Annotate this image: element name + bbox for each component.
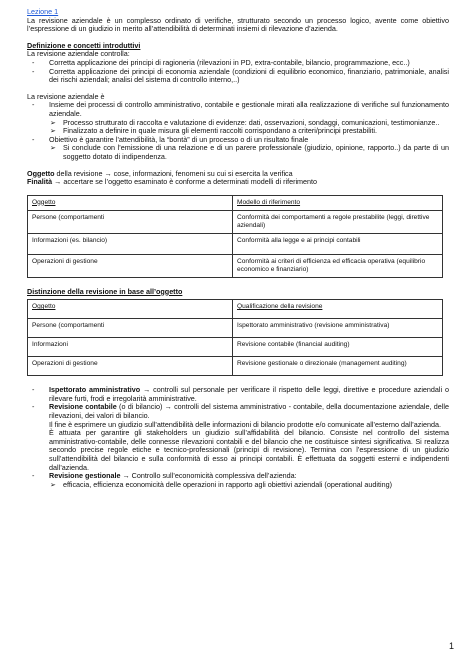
table-header-cell: Modello di riferimento xyxy=(233,195,443,210)
list-item-paragraph: Il fine è esprimere un giudizio sull’attendibilità delle informazioni di bilancio prodotte e/o comunicate all’esterno dall’azienda. xyxy=(49,419,441,429)
table-header-cell: Oggetto xyxy=(28,300,233,319)
sub-list-item: ➢ Processo strutturato di raccolta e valutazione di evidenze: dati, osservazioni, sondaggi, comunicazioni, testimonianze.. xyxy=(49,119,449,128)
reference-model-table xyxy=(27,195,443,278)
oggetto-label: Oggetto xyxy=(27,168,55,178)
sub-list xyxy=(49,144,449,161)
table-cell: Conformità ai criteri di efficienza ed efficacia operativa (equilibrio economico e finanziario) xyxy=(233,254,443,277)
lesson-title: Lezione 1 xyxy=(27,7,59,16)
revision-types-list xyxy=(27,386,449,489)
list-item-label: Ispettorato amministrativo → xyxy=(49,385,151,395)
list-item-label: Revisione contabile xyxy=(49,402,117,412)
list-item-text: controlli sul personale per verificare il rispetto delle leggi, direttive e procedure aziendali o rilevare furti, frodi e irregolarità amministrative. xyxy=(49,385,449,403)
sub-list-item: ➢ efficacia, efficienza economicità delle operazioni in rapporto agli obiettivi aziendali (operational auditing) xyxy=(49,481,449,490)
controls-intro: La revisione aziendale controlla: xyxy=(27,49,130,59)
list-item-text: (o di bilancio) → controlli del sistema amministrativo - contabile, della documentazione aziendale, delle rilevazioni, dei valori di bilancio. xyxy=(49,402,449,421)
table-row xyxy=(28,210,443,233)
table-header-row xyxy=(28,300,443,319)
table-cell: Revisione gestionale o direzionale (management auditing) xyxy=(233,357,443,376)
oggetto-text: della revisione → cose, informazioni, fenomeni su cui si esercita la verifica xyxy=(54,168,293,178)
table-row xyxy=(28,319,443,338)
table-header-cell: Oggetto xyxy=(28,195,233,210)
document-page xyxy=(27,8,449,489)
list-item xyxy=(27,386,449,403)
table-row xyxy=(28,357,443,376)
table-row xyxy=(28,254,443,277)
list-item: - Corretta applicazione dei principi di economia aziendale (condizioni di equilibrio economico, finanziario, patrimoniale, analisi dei rischi aziendali; analisi del sistema di controllo interno,..) xyxy=(27,68,449,85)
table-cell: Persone (comportamenti xyxy=(28,319,233,338)
section-heading-distinzione: Distinzione della revisione in base all’oggetto xyxy=(27,286,183,296)
is-intro: La revisione aziendale è xyxy=(27,91,105,101)
table-header-row xyxy=(28,195,443,210)
list-item: - Corretta applicazione dei principi di ragioneria (rilevazioni in PD, extra-contabile, bilancio, programmazione, ecc..) xyxy=(27,59,449,68)
sub-list-item: ➢ Finalizzato a definire in quale misura gli elementi raccolti corrispondano a criteri/principi prestabiliti. xyxy=(49,127,449,136)
table-cell: Ispettorato amministrativo (revisione amministrativa) xyxy=(233,319,443,338)
finalita-text: → accertare se l’oggetto esaminato è conforme a determinati modelli di riferimento xyxy=(52,177,318,187)
sub-list xyxy=(49,119,449,136)
finalita-label: Finalità xyxy=(27,177,53,187)
section-heading-definizione: Definizione e concetti introduttivi xyxy=(27,40,141,50)
list-item-text: Obiettivo è garantire l’attendibilità, la “bontà” di un processo o di un risultato finale xyxy=(49,134,309,144)
table-cell: Conformità alla legge e ai principi contabili xyxy=(233,233,443,254)
finalita-line xyxy=(27,178,449,187)
table-cell: Operazioni di gestione xyxy=(28,254,233,277)
page-number: 1 xyxy=(448,641,454,651)
table-cell: Informazioni xyxy=(28,338,233,357)
list-item xyxy=(27,101,449,135)
list-item-text: → Controllo sull’economicità complessiva dell’azienda: xyxy=(120,471,297,481)
list-item-paragraph: È attuata per garantire gli stakeholders un giudizio sull’affidabilità del bilancio. Consiste nel controllo del sistema amministrativo-contabile, delle connesse rilevazioni contabili e del bilancio che ne costituisce sintesi significativa. Si realizza secondo precise regole etiche e tecnico-professionali (principi di revisione). Termina con l’espressione di un giudizio sull’attendibilità del bilancio e sulla conformità di esso ai principi contabili. È effettuata da soggetti esterni e indipendenti dall’azienda. xyxy=(49,428,449,472)
table-row xyxy=(28,233,443,254)
list-item xyxy=(27,472,449,489)
revision-type-table xyxy=(27,299,443,376)
controls-list xyxy=(27,59,449,85)
table-cell: Operazioni di gestione xyxy=(28,357,233,376)
list-item xyxy=(27,403,449,472)
table-cell: Revisione contabile (financial auditing) xyxy=(233,338,443,357)
table-cell: Informazioni (es. bilancio) xyxy=(28,233,233,254)
list-item-label: Revisione gestionale xyxy=(49,471,121,481)
table-row xyxy=(28,338,443,357)
sub-list-item: ➢ Si conclude con l’emissione di una relazione e di un parere professionale (giudizio, opinione, rapporto..) da parte di un soggetto dotato di indipendenza. xyxy=(49,144,449,161)
list-item xyxy=(27,136,449,162)
sub-list xyxy=(49,481,449,490)
intro-paragraph: La revisione aziendale è un complesso ordinato di verifiche, strutturato secondo un processo logico, avente come obiettivo l’espressione di un giudizio in merito all’attendibilità di determinati insiemi di rilevazione d’azienda. xyxy=(27,15,449,34)
is-list xyxy=(27,101,449,161)
table-cell: Conformità dei comportamenti a regole prestabilite (leggi, direttive aziendali) xyxy=(233,210,443,233)
table-cell: Persone (comportamenti xyxy=(28,210,233,233)
list-item-text: Insieme dei processi di controllo amministrativo, contabile e gestionale mirati alla realizzazione di verifiche sul funzionamento aziendale. xyxy=(49,100,449,118)
table-header-cell: Qualificazione della revisione xyxy=(233,300,443,319)
